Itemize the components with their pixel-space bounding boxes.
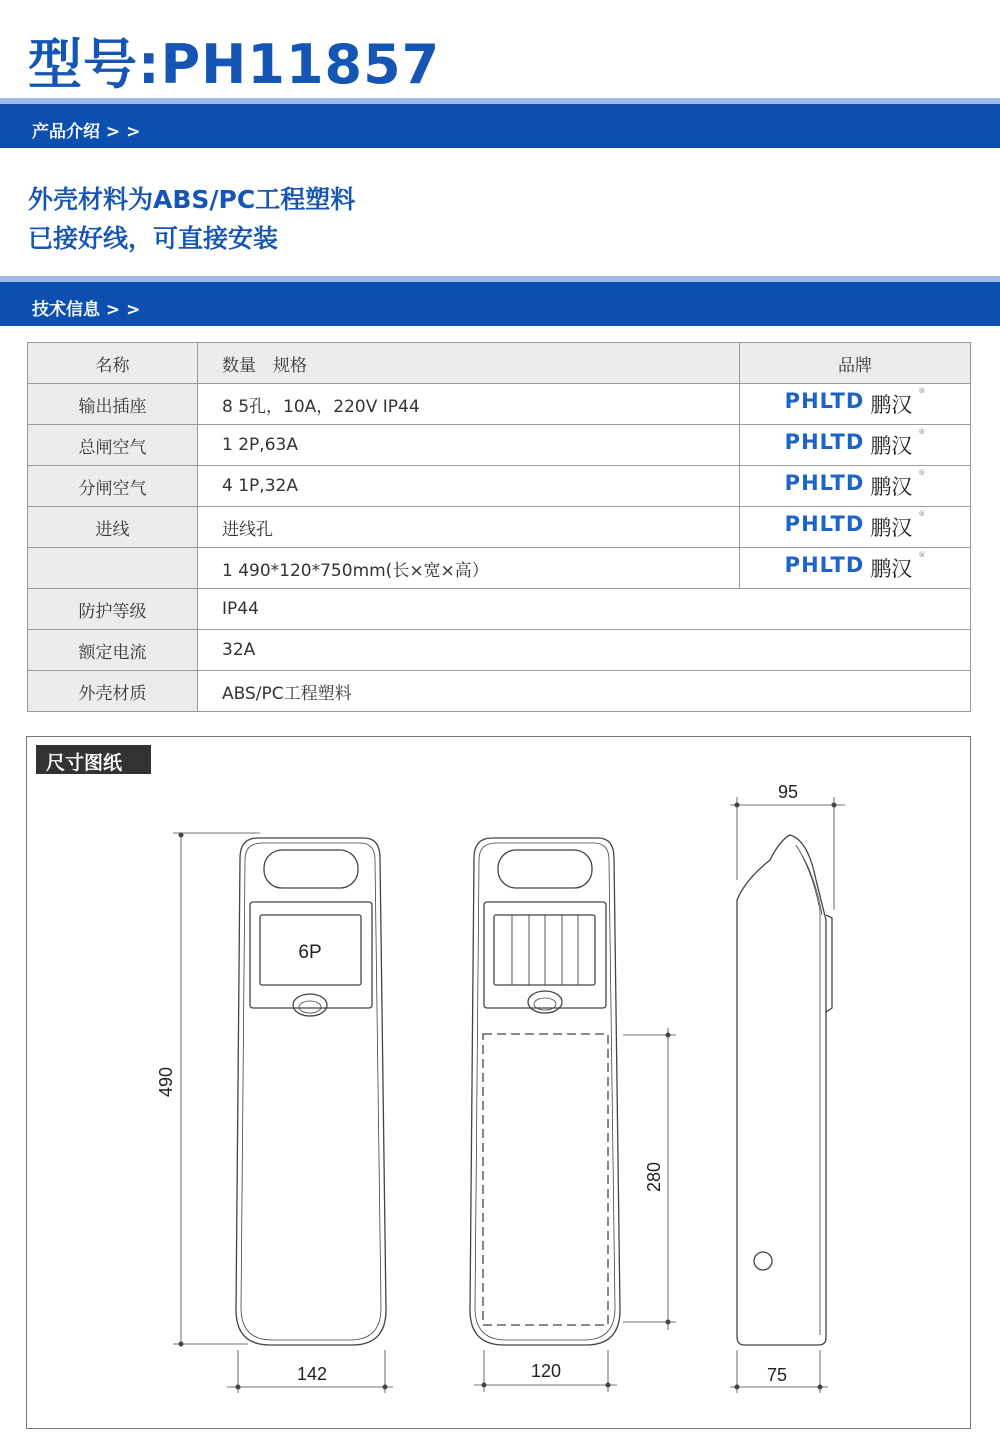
brand-logo-reg: ® [918, 551, 926, 559]
side-view-outline [737, 835, 826, 1345]
brand-logo-en: PHLTD [784, 553, 865, 577]
header-brand: 品牌 [740, 343, 971, 384]
front-view-outline [236, 838, 386, 1345]
brand-logo-reg: ® [918, 387, 926, 395]
brand-logo-en: PHLTD [784, 389, 865, 413]
intro-line-2: 已接好线，可直接安装 [28, 224, 279, 253]
front-handle-hole [264, 850, 358, 888]
row-spec: 8 5孔，10A，220V IP44 [198, 384, 740, 425]
page-title: 型号:PH11857 [28, 33, 441, 96]
row-name: 分闸空气 [28, 466, 198, 507]
dim-window-height-label: 280 [644, 1161, 664, 1193]
dim-window-width-label: 120 [530, 1361, 562, 1381]
dim-height-label: 490 [156, 1066, 176, 1098]
row-spec: 1 2P,63A [198, 425, 740, 466]
row-name: 外壳材质 [28, 671, 198, 712]
row-name: 进线 [28, 507, 198, 548]
socket-window [483, 1034, 608, 1325]
breaker-window [494, 915, 595, 985]
brand-logo-reg: ® [918, 510, 926, 518]
brand-logo-en: PHLTD [784, 512, 865, 536]
brand-logo-cn: 鹏汉 [870, 393, 913, 417]
brand-logo-cn: 鹏汉 [870, 434, 913, 458]
row-spec: IP44 [198, 589, 971, 630]
brand-logo-cn: 鹏汉 [870, 475, 913, 499]
row-spec: 进线孔 [198, 507, 740, 548]
row-name: 总闸空气 [28, 425, 198, 466]
brand-logo-reg: ® [918, 428, 926, 436]
side-inlet-hole [754, 1252, 772, 1270]
row-spec: 1 490*120*750mm(长×宽×高） [198, 548, 740, 589]
dim-side-top-label: 95 [777, 782, 799, 802]
intro-section-heading: 产品介绍 > > [32, 122, 141, 142]
brand-logo-en: PHLTD [784, 471, 865, 495]
drawing-heading: 尺寸图纸 [36, 745, 151, 774]
row-spec: 4 1P,32A [198, 466, 740, 507]
intro-line-1: 外壳材料为ABS/PC工程塑料 [28, 185, 356, 214]
brand-logo-reg: ® [918, 469, 926, 477]
tech-section-heading: 技术信息 > > [32, 300, 141, 320]
row-spec: 32A [198, 630, 971, 671]
middle-view-outline [470, 838, 620, 1345]
header-name: 名称 [28, 343, 198, 384]
dim-front-width-label: 142 [296, 1364, 328, 1384]
front-window-label: 6P [298, 942, 322, 963]
dim-side-bottom-label: 75 [766, 1365, 788, 1385]
brand-logo-cn: 鹏汉 [870, 557, 913, 581]
side-latch [826, 915, 832, 1012]
brand-logo-en: PHLTD [784, 430, 865, 454]
row-name: 防护等级 [28, 589, 198, 630]
brand-logo-cn: 鹏汉 [870, 516, 913, 540]
row-name: 输出插座 [28, 384, 198, 425]
middle-handle-hole [498, 850, 592, 888]
front-view-inner-outline [241, 843, 381, 1340]
row-name: 额定电流 [28, 630, 198, 671]
row-spec: ABS/PC工程塑料 [198, 671, 971, 712]
header-spec: 数量 规格 [198, 343, 740, 384]
